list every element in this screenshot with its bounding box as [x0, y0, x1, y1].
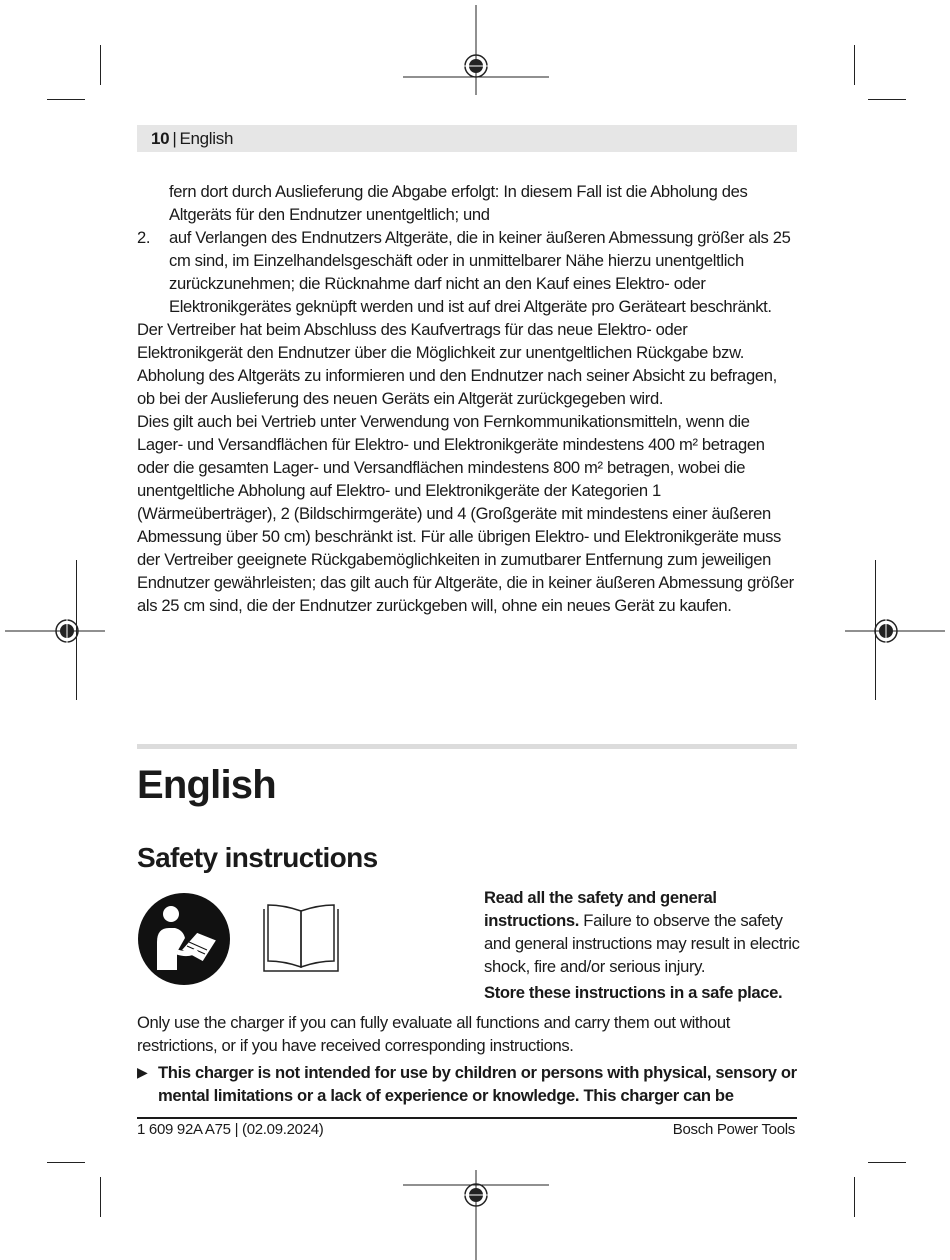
footer-doc-id: 1 609 92A A75 | (02.09.2024) [137, 1121, 324, 1138]
safety-intro [484, 886, 800, 1004]
list-item-number: 2. [137, 228, 151, 247]
read-instructions-rest: Failure to observe the safety and general instructions may result in electric shock, fire and/or serious injury. [484, 911, 800, 976]
store-instructions: Store these instructions in a safe place. [484, 983, 783, 1002]
page-number: 10 [151, 129, 170, 148]
header-separator: | [172, 129, 177, 148]
read-manual-person-icon [137, 892, 231, 986]
page-header [137, 125, 797, 152]
crop-mark [47, 1162, 85, 1163]
crop-mark [47, 99, 85, 100]
subsection-heading: Safety instructions [137, 842, 378, 873]
bullet-triangle-icon: ▶ [137, 1064, 148, 1080]
crop-mark [100, 1177, 101, 1217]
header-language: English [179, 129, 234, 148]
registration-mark-left [5, 610, 105, 652]
paragraph: Dies gilt auch bei Vertrieb unter Verwendung von Fernkommunikationsmitteln, wenn die Lager- und Versandflächen für Elektro- und Elektronikgeräte mindestens 400 m² betragen oder die gesamten Lager- und Versandflächen mindestens 800 m² betragen, wobei die unentgeltliche Abholung auf Elektro- und Elektronikgeräte der Kategorien 1 (Wärmeüberträger), 2 (Bildschirmgeräte) und 4 (Großgeräte mit mindestens einer äußeren Abmessung über 50 cm) beschränkt ist. Für alle übrigen Elektro- und Elektronikgeräte muss der Vertreiber geeignete Rückgabemöglichkeiten in zumutbarer Entfernung zum jeweiligen Endnutzer gewährleisten; das gilt auch für Altgeräte, die in keiner äußeren Abmessung größer als 25 cm sind, die der Endnutzer zurückgeben will, ohne ein neues Gerät zu kaufen. [137, 412, 794, 615]
registration-mark-top [403, 5, 549, 95]
read-instructions-bold: Read all the safety and general instructions. [484, 888, 717, 930]
crop-mark [868, 1162, 906, 1163]
paragraph: Only use the charger if you can fully evaluate all functions and carry them out without restrictions, or if you have received corresponding instructions. [137, 1013, 731, 1055]
crop-mark [854, 45, 855, 85]
bullet-text: This charger is not intended for use by children or persons with physical, sensory or mental limitations or a lack of experience or knowledge. This charger can be [158, 1063, 797, 1105]
crop-mark [868, 99, 906, 100]
paragraph: Der Vertreiber hat beim Abschluss des Kaufvertrags für das neue Elektro- oder Elektronikgerät den Endnutzer über die Möglichkeit zur unentgeltlichen Rückgabe bzw. Abholung des Altgeräts zu informieren und den Endnutzer nach seiner Absicht zu befragen, ob bei der Auslieferung des neuen Geräts ein Altgerät zurückgegeben wird. [137, 320, 777, 408]
list-item [137, 226, 797, 318]
crop-mark [854, 1177, 855, 1217]
section-heading: English [137, 763, 276, 807]
footer-brand: Bosch Power Tools [672, 1121, 795, 1138]
section-divider [137, 744, 797, 749]
registration-mark-right [845, 610, 945, 652]
footer-rule [137, 1117, 797, 1119]
crop-mark [100, 45, 101, 85]
registration-mark-bottom [403, 1170, 549, 1260]
read-instructions-paragraph [484, 886, 800, 978]
bullet-item [137, 1061, 797, 1107]
list-item-continuation: fern dort durch Auslieferung die Abgabe erfolgt: In diesem Fall ist die Abholung des Altgeräts für den Endnutzer unentgeltlich; und [169, 182, 748, 224]
list-item-text: auf Verlangen des Endnutzers Altgeräte, die in keiner äußeren Abmessung größer als 25 cm sind, im Einzelhandelsgeschäft oder in unmittelbarer Nähe hierzu unentgeltlich zurückzunehmen; die Rücknahme darf nicht an den Kauf eines Elektro- oder Elektronikgerätes geknüpft werden und ist auf drei Altgeräte pro Geräteart beschränkt. [169, 228, 791, 316]
open-book-icon [262, 903, 340, 973]
german-section [137, 180, 797, 617]
english-body [137, 1011, 797, 1107]
